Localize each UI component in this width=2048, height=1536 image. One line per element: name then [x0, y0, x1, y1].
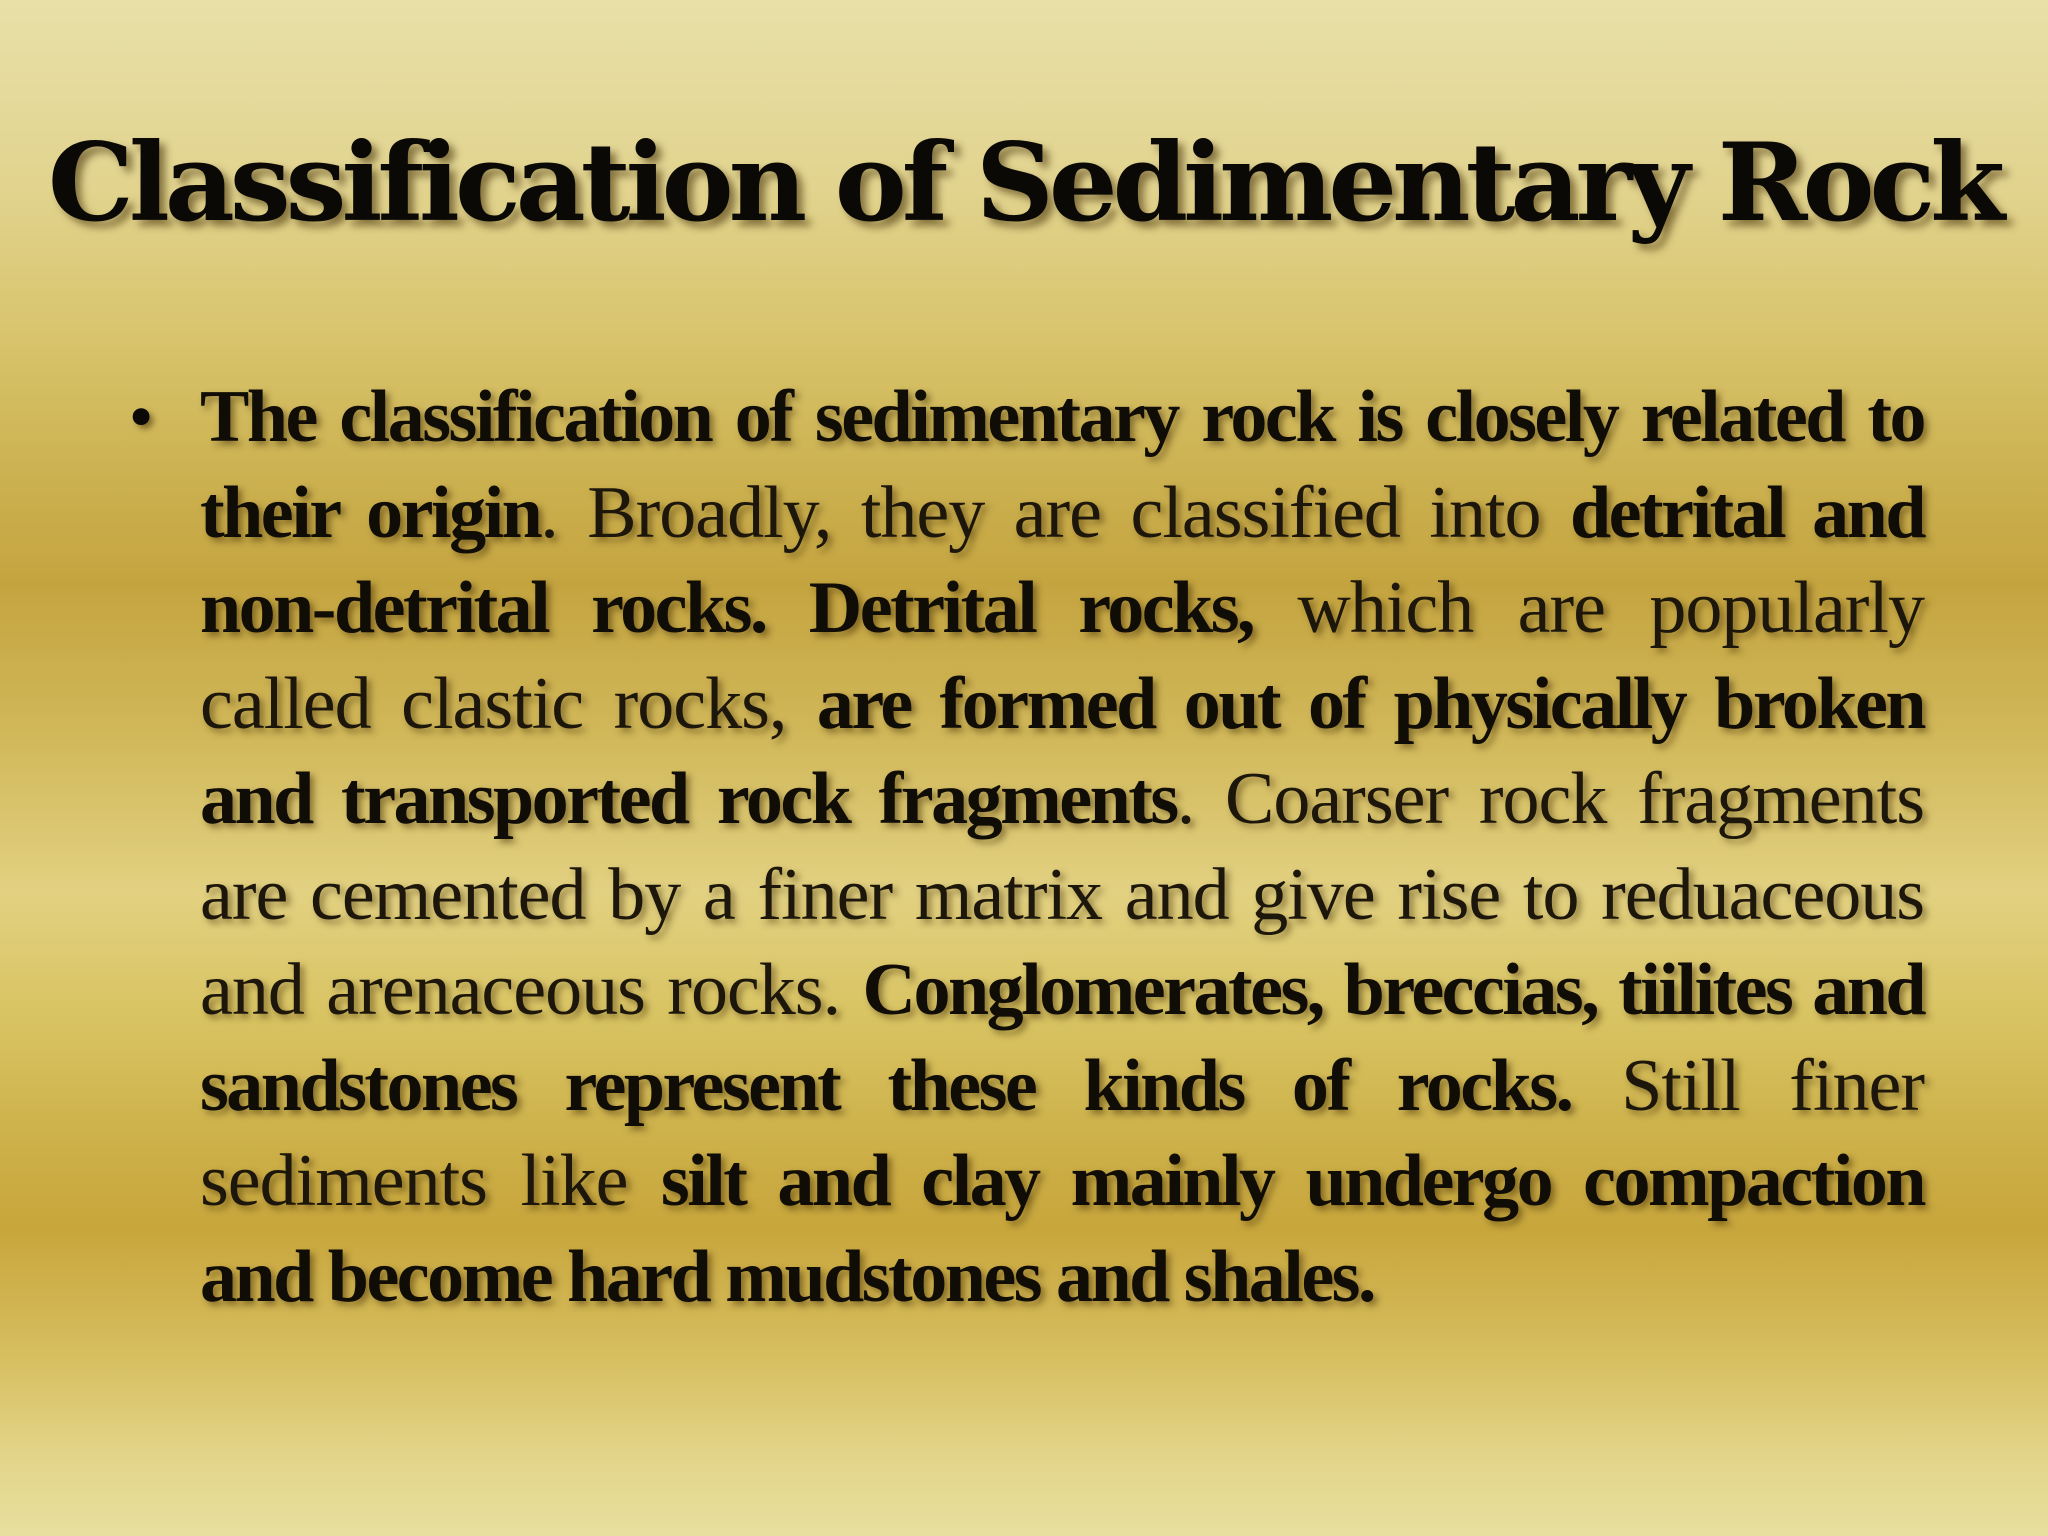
text-run: . Coarser rock fragments are cemented by a finer matrix and give rise to reduaceous and arenaceous rocks. [200, 758, 1924, 1031]
bullet-list [118, 370, 1924, 1325]
bullet-item [118, 370, 1924, 1325]
text-run: silt and clay mainly undergo compaction and become hard mudstones and shales. [200, 1140, 1924, 1318]
bullet-paragraph [200, 370, 1924, 1325]
text-run: detrital and non-detrital rocks. Detrital rocks, [200, 471, 1924, 649]
text-run: The classification of sedimentary rock is closely related to their origin [200, 376, 1924, 554]
text-run: . Broadly, they are classified into [540, 471, 1570, 554]
text-run: Conglomerates, breccias, tiilites and sandstones represent these kinds of rocks. [200, 949, 1924, 1127]
bullet-marker: • [124, 384, 159, 452]
text-run: are formed out of physically broken and transported rock fragments [200, 662, 1924, 840]
text-run: which are popularly called clastic rocks, [200, 567, 1924, 745]
text-run: Still finer sediments like [200, 1044, 1924, 1222]
slide-title: Classification of Sedimentary Rock [47, 120, 2001, 246]
